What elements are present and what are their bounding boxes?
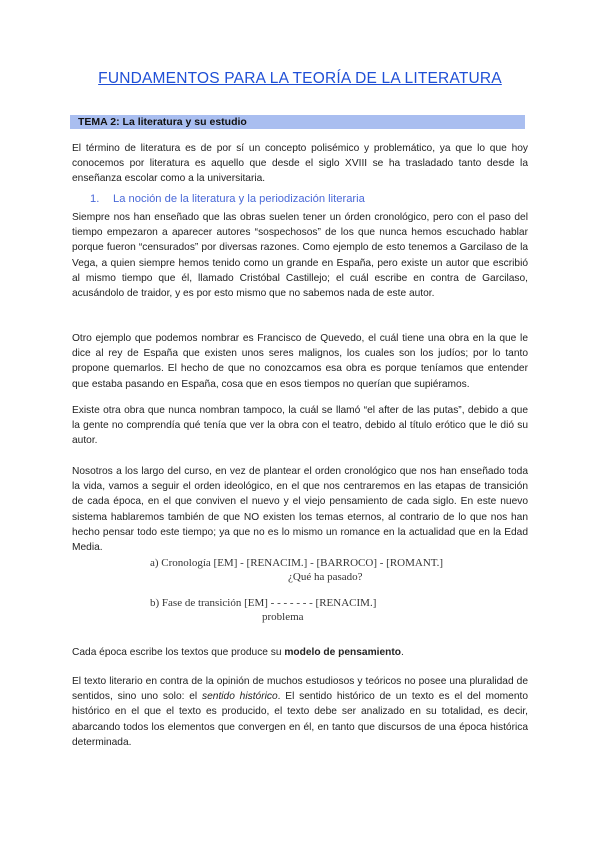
paragraph-3: Existe otra obra que nunca nombran tampoco, la cuál se llamó “el after de las putas”, debido a que la gente no comprendía qué tenía que ver la obra con el teatro, debido al título erótico que le dió su autor.: [72, 405, 528, 447]
section-title: La noción de la literatura y la periodización literaria: [113, 193, 365, 205]
document-title: FUNDAMENTOS PARA LA TEORÍA DE LA LITERATURA: [98, 70, 502, 87]
paragraph-1: Siempre nos han enseñado que las obras suelen tener un órden cronológico, pero con el paso del tiempo empezaron a aparecer autores “sospechosos” de los que nunca hemos escuchado hablar porque fueron “censurados” por diversas razones. Como ejemplo de esto tenemos a Garcilaso de la Vega, a quien siempre hemos tenido como un grande en España, pero existe un autor que escribió al mismo tiempo que él, llamado Cristóbal Castillejo; el cuál escribe en contra de Garcilaso, acusándolo de traidor, y es por esto mismo que no sabemos nada de este autor.: [72, 212, 528, 300]
p6-em: sentido histórico: [202, 691, 278, 703]
section-number: 1.: [90, 193, 100, 205]
p6-post: . El sentido histórico de un texto es el del momento histórico en el que el texto es producido, el texto debe ser analizado en su totalidad, es decir, abarcando todos los elementos que convergen en él, en tanto que discursos de una época histórica determinada.: [72, 691, 528, 748]
section-heading: [90, 192, 365, 207]
diagram-line-b: b) Fase de transición [EM] - - - - - - - [RENACIM.]: [150, 597, 377, 609]
p5-post: .: [400, 647, 404, 658]
diagram-line-a: a) Cronología [EM] - [RENACIM.] - [BARROCO] - [ROMANT.]: [150, 557, 444, 569]
tema-heading: TEMA 2: La literatura y su estudio: [78, 116, 247, 128]
p6-pre: El texto literario en contra de la opinión de muchos estudiosos y teóricos no posee una pluralidad de sentidos, sino uno solo: el: [72, 676, 528, 703]
paragraph-4: Nosotros a los largo del curso, en vez de plantear el orden cronológico que nos han enseñado toda la vida, vamos a seguir el orden ideológico, en el que nos centraremos en las etapas de transición de cada época, en el que conviven el nuevo y el viejo pensamiento de cada siglo. En este nuevo sistema hablaremos también de que NO existen los temas eternos, al contrario de lo que nos han hecho pensar todo este tiempo; ya que no es lo mismo un romance en la actualidad que en la Edad Media.: [72, 466, 528, 554]
p5-bold: modelo de pensamiento: [284, 647, 401, 658]
diagram-line-a-sub: ¿Qué ha pasado?: [288, 571, 363, 583]
tema-heading-bar: [70, 115, 525, 129]
paragraph-5: [72, 645, 528, 660]
paragraph-6: [72, 674, 528, 750]
diagram-line-b-sub: problema: [262, 611, 304, 623]
paragraph-2: Otro ejemplo que podemos nombrar es Francisco de Quevedo, el cuál tiene una obra en la que le dice al rey de España que existen unos seres malignos, los cuales son los judíos; por lo tanto propone quemarlos. El hecho de que no conozcamos esa obra es porque teníamos que entender que estaba pasando en España, cosa que en esos tiempos no querían que supiéramos.: [72, 333, 528, 390]
diagram-figure: [150, 555, 450, 635]
p5-pre: Cada época escribe los textos que produce su: [72, 647, 285, 658]
intro-paragraph: El término de literatura es de por sí un concepto polisémico y problemático, ya que lo que hoy conocemos por literatura es aquello que desde el siglo XVIII se ha trasladado tanto desde la enseñanza escolar como a la universitaria.: [72, 143, 528, 185]
